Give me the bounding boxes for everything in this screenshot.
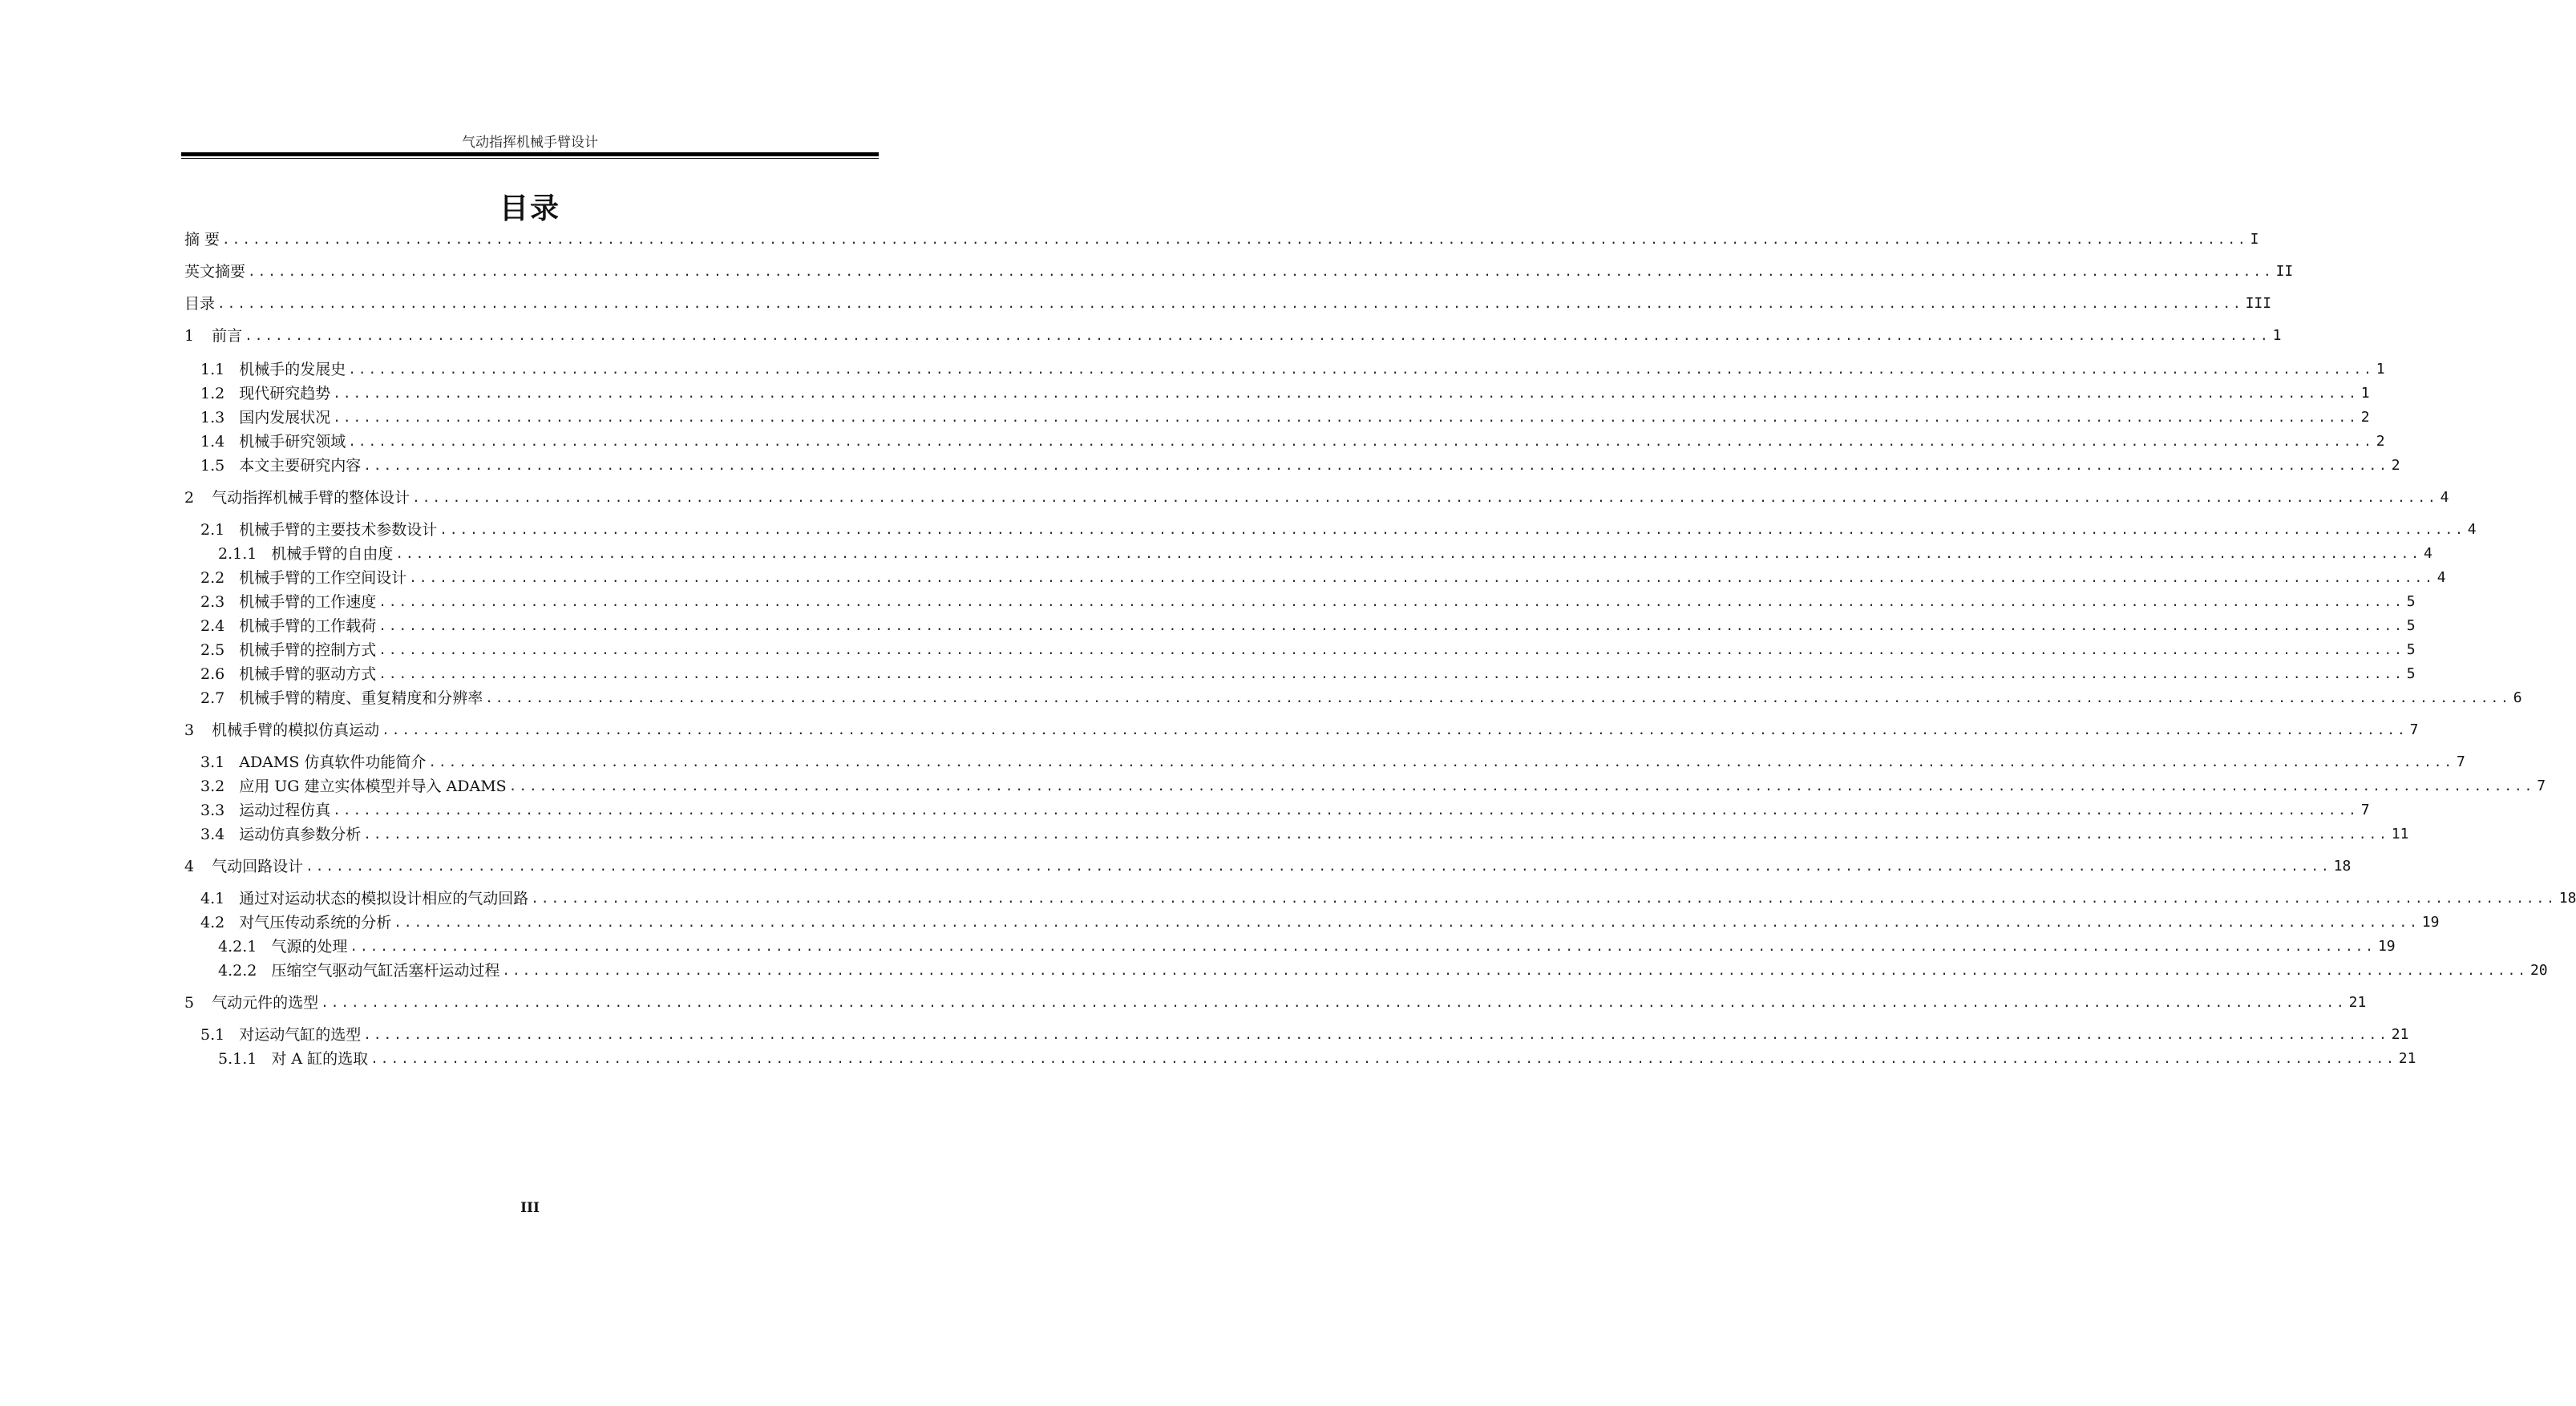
toc-entry-page: 19	[2377, 938, 2396, 955]
toc-leader-dots: ........................................................................................................................................................................................................	[333, 386, 2359, 401]
toc-leader-dots: ........................................................................................................................................................................................................	[412, 490, 2438, 505]
toc-leader-dots: ........................................................................................................................................................................................................	[222, 232, 2248, 247]
toc-entry	[184, 485, 2449, 507]
toc-entry	[184, 934, 2396, 956]
toc-entry-page: 18	[2333, 858, 2352, 875]
toc-entry-label: 国内发展状况	[239, 409, 331, 426]
toc-entry	[184, 1022, 2409, 1044]
toc-leader-dots: ........................................................................................................................................................................................................	[348, 362, 2374, 377]
toc-entry	[184, 774, 2546, 796]
toc-entry-label: 通过对运动状态的模拟设计相应的气动回路	[239, 890, 529, 907]
toc-leader-dots: ........................................................................................................................................................................................................	[370, 1051, 2396, 1066]
toc-leader-dots: ........................................................................................................................................................................................................	[363, 826, 2389, 842]
toc-entry-page: 5	[2406, 617, 2416, 634]
toc-entry-page: 21	[2398, 1050, 2416, 1067]
toc-entry-number: 3.2	[200, 778, 225, 795]
toc-entry-page: 1	[2360, 385, 2370, 402]
toc-entry-number: 2.6	[200, 665, 225, 683]
toc-leader-dots: ........................................................................................................................................................................................................	[321, 995, 2347, 1010]
toc-entry-number: 2	[184, 489, 195, 507]
toc-entry-page: 19	[2421, 914, 2440, 931]
toc-leader-dots: ........................................................................................................................................................................................................	[502, 963, 2528, 978]
toc-leader-dots: ........................................................................................................................................................................................................	[394, 915, 2420, 930]
toc-entry-page: 4	[2440, 489, 2449, 506]
toc-entry-page: 18	[2558, 890, 2576, 907]
toc-entry	[184, 854, 2352, 876]
toc-leader-dots: ........................................................................................................................................................................................................	[348, 434, 2374, 449]
toc-entry-page: 5	[2406, 665, 2416, 682]
toc-entry-page: 7	[2409, 721, 2419, 738]
page-title: 目录	[499, 192, 560, 225]
toc-entry-page: 1	[2376, 361, 2385, 378]
toc-entry	[184, 429, 2385, 451]
toc-entry	[184, 749, 2465, 772]
toc-entry-number: 5	[184, 994, 195, 1012]
toc-entry-label: 机械手臂的主要技术参数设计	[239, 521, 438, 539]
toc-leader-dots: ........................................................................................................................................................................................................	[409, 570, 2435, 585]
toc-entry-page: 21	[2391, 1026, 2409, 1043]
toc-leader-dots: ........................................................................................................................................................................................................	[395, 546, 2421, 561]
toc-entry-number: 3	[184, 721, 195, 739]
toc-entry-page: 4	[2467, 521, 2477, 538]
toc-leader-dots: ........................................................................................................................................................................................................	[248, 264, 2274, 279]
toc-entry-number: 4.2.2	[218, 962, 257, 980]
toc-entry-page: 7	[2360, 802, 2370, 818]
toc-entry-label: 机械手臂的精度、重复精度和分辨率	[239, 689, 483, 707]
toc-entry-number: 4.1	[200, 890, 225, 907]
running-header: 气动指挥机械手臂设计	[462, 135, 598, 151]
toc-leader-dots: ........................................................................................................................................................................................................	[531, 891, 2557, 906]
toc-entry	[184, 685, 2522, 708]
toc-leader-dots: ........................................................................................................................................................................................................	[363, 458, 2389, 473]
toc-entry-page: 20	[2529, 962, 2548, 979]
toc-entry	[184, 517, 2477, 539]
toc-entry-page: 1	[2272, 327, 2282, 344]
toc-entry-number: 4.2.1	[218, 938, 257, 956]
toc-leader-dots: ........................................................................................................................................................................................................	[508, 778, 2535, 794]
toc-leader-dots: ........................................................................................................................................................................................................	[428, 754, 2454, 770]
toc-entry-label: 机械手研究领域	[239, 433, 346, 450]
toc-entry-page: 7	[2456, 754, 2465, 770]
toc-entry	[184, 541, 2432, 564]
toc-leader-dots: ........................................................................................................................................................................................................	[217, 296, 2243, 311]
toc-entry	[184, 405, 2370, 427]
toc-entry-label: 气动指挥机械手臂的整体设计	[212, 489, 410, 507]
toc-leader-dots: ........................................................................................................................................................................................................	[363, 1027, 2389, 1042]
toc-entry	[184, 990, 2367, 1012]
toc-entry-page: 2	[2391, 457, 2400, 474]
toc-entry-number: 4	[184, 858, 195, 875]
toc-leader-dots: ........................................................................................................................................................................................................	[378, 666, 2404, 681]
toc-entry	[184, 798, 2370, 820]
toc-entry-label: 前言	[212, 327, 243, 345]
toc-entry-page: 5	[2406, 593, 2416, 610]
toc-entry-page: 11	[2391, 826, 2409, 842]
toc-entry	[184, 227, 2259, 249]
toc-entry-number: 2.3	[200, 593, 225, 611]
toc-entry-label: 摘 要	[184, 231, 220, 248]
toc-entry-number: 5.1	[200, 1026, 225, 1044]
toc-leader-dots: ........................................................................................................................................................................................................	[245, 328, 2271, 343]
header-rule-thin	[181, 158, 879, 159]
toc-entry-number: 4.2	[200, 914, 225, 931]
toc-entry-page: III	[2245, 295, 2272, 312]
toc-leader-dots: ........................................................................................................................................................................................................	[378, 618, 2404, 633]
toc-entry-page: 4	[2423, 545, 2432, 562]
toc-entry-label: 目录	[184, 295, 216, 313]
toc-entry-number: 2.1.1	[218, 545, 257, 563]
toc-entry	[184, 381, 2370, 403]
toc-leader-dots: ........................................................................................................................................................................................................	[305, 859, 2331, 874]
toc-entry-page: 6	[2513, 689, 2522, 706]
toc-entry-number: 3.3	[200, 802, 225, 819]
toc-entry	[184, 958, 2548, 980]
toc-entry	[184, 291, 2272, 313]
toc-entry-label: ADAMS 仿真软件功能简介	[239, 754, 427, 771]
toc-entry-page: I	[2250, 231, 2259, 248]
toc-entry-label: 气源的处理	[271, 938, 348, 956]
toc-entry-label: 运动仿真参数分析	[239, 826, 362, 843]
toc-entry-number: 2.2	[200, 569, 225, 587]
toc-entry	[184, 910, 2440, 932]
toc-entry-number: 3.4	[200, 826, 225, 843]
toc-entry-label: 气动元件的选型	[212, 994, 319, 1012]
toc-entry-number: 5.1.1	[218, 1050, 257, 1068]
toc-entry-label: 机械手臂的自由度	[271, 545, 394, 563]
toc-entry-label: 机械手臂的控制方式	[239, 641, 377, 659]
toc-entry-label: 本文主要研究内容	[239, 457, 362, 475]
toc-entry	[184, 717, 2419, 740]
toc-entry-label: 气动回路设计	[212, 858, 304, 875]
toc-entry-page: 2	[2360, 409, 2370, 426]
toc-entry	[184, 259, 2294, 281]
toc-entry-label: 机械手臂的驱动方式	[239, 665, 377, 683]
toc-entry-number: 1.2	[200, 385, 225, 402]
toc-entry-page: 7	[2537, 778, 2546, 794]
toc-leader-dots: ........................................................................................................................................................................................................	[439, 522, 2465, 537]
toc-entry-label: 对 A 缸的选取	[271, 1050, 369, 1068]
toc-entry	[184, 453, 2400, 475]
toc-entry	[184, 323, 2282, 345]
toc-entry-number: 2.7	[200, 689, 225, 707]
toc-entry-label: 机械手的发展史	[239, 361, 346, 378]
toc-entry-number: 2.4	[200, 617, 225, 635]
toc-entry	[184, 357, 2385, 379]
toc-leader-dots: ........................................................................................................................................................................................................	[333, 410, 2359, 425]
toc-entry-label: 机械手臂的模拟仿真运动	[212, 721, 380, 739]
toc-entry	[184, 589, 2416, 612]
toc-leader-dots: ........................................................................................................................................................................................................	[378, 642, 2404, 657]
toc-entry	[184, 637, 2416, 660]
toc-entry-label: 现代研究趋势	[239, 385, 331, 402]
toc-entry-page: 4	[2436, 569, 2446, 586]
toc-entry-label: 英文摘要	[184, 263, 246, 281]
toc-entry-number: 2.5	[200, 641, 225, 659]
toc-entry-number: 3.1	[200, 754, 225, 771]
toc-leader-dots: ........................................................................................................................................................................................................	[382, 722, 2408, 737]
toc-entry	[184, 822, 2409, 844]
toc-entry-number: 1	[184, 327, 195, 345]
toc-entry-number: 2.1	[200, 521, 225, 539]
toc-entry-page: 21	[2348, 994, 2367, 1011]
toc-entry-number: 1.1	[200, 361, 225, 378]
toc-entry	[184, 886, 2576, 908]
toc-entry-number: 1.3	[200, 409, 225, 426]
toc-entry-number: 1.5	[200, 457, 225, 475]
toc-entry-label: 应用 UG 建立实体模型并导入 ADAMS	[239, 778, 507, 795]
toc-entry	[184, 661, 2416, 684]
toc-entry-page: II	[2275, 263, 2294, 280]
toc-entry-label: 对气压传动系统的分析	[239, 914, 392, 931]
toc-entry-label: 运动过程仿真	[239, 802, 331, 819]
toc-entry	[184, 565, 2446, 588]
toc-entry-label: 机械手臂的工作载荷	[239, 617, 377, 635]
toc-entry-label: 压缩空气驱动气缸活塞杆运动过程	[271, 962, 500, 980]
toc-entry-label: 对运动气缸的选型	[239, 1026, 362, 1044]
toc-entry-number: 1.4	[200, 433, 225, 450]
page-number: III	[520, 1200, 540, 1216]
toc-leader-dots: ........................................................................................................................................................................................................	[333, 802, 2359, 818]
toc-entry-page: 5	[2406, 641, 2416, 658]
toc-leader-dots: ........................................................................................................................................................................................................	[350, 939, 2376, 954]
toc-entry-page: 2	[2376, 433, 2385, 450]
toc-leader-dots: ........................................................................................................................................................................................................	[485, 690, 2511, 705]
header-rule-thick	[181, 152, 879, 156]
toc-entry	[184, 613, 2416, 636]
toc-entry-label: 机械手臂的工作速度	[239, 593, 377, 611]
toc-entry	[184, 1046, 2416, 1069]
toc-entry-label: 机械手臂的工作空间设计	[239, 569, 407, 587]
toc-leader-dots: ........................................................................................................................................................................................................	[378, 594, 2404, 609]
